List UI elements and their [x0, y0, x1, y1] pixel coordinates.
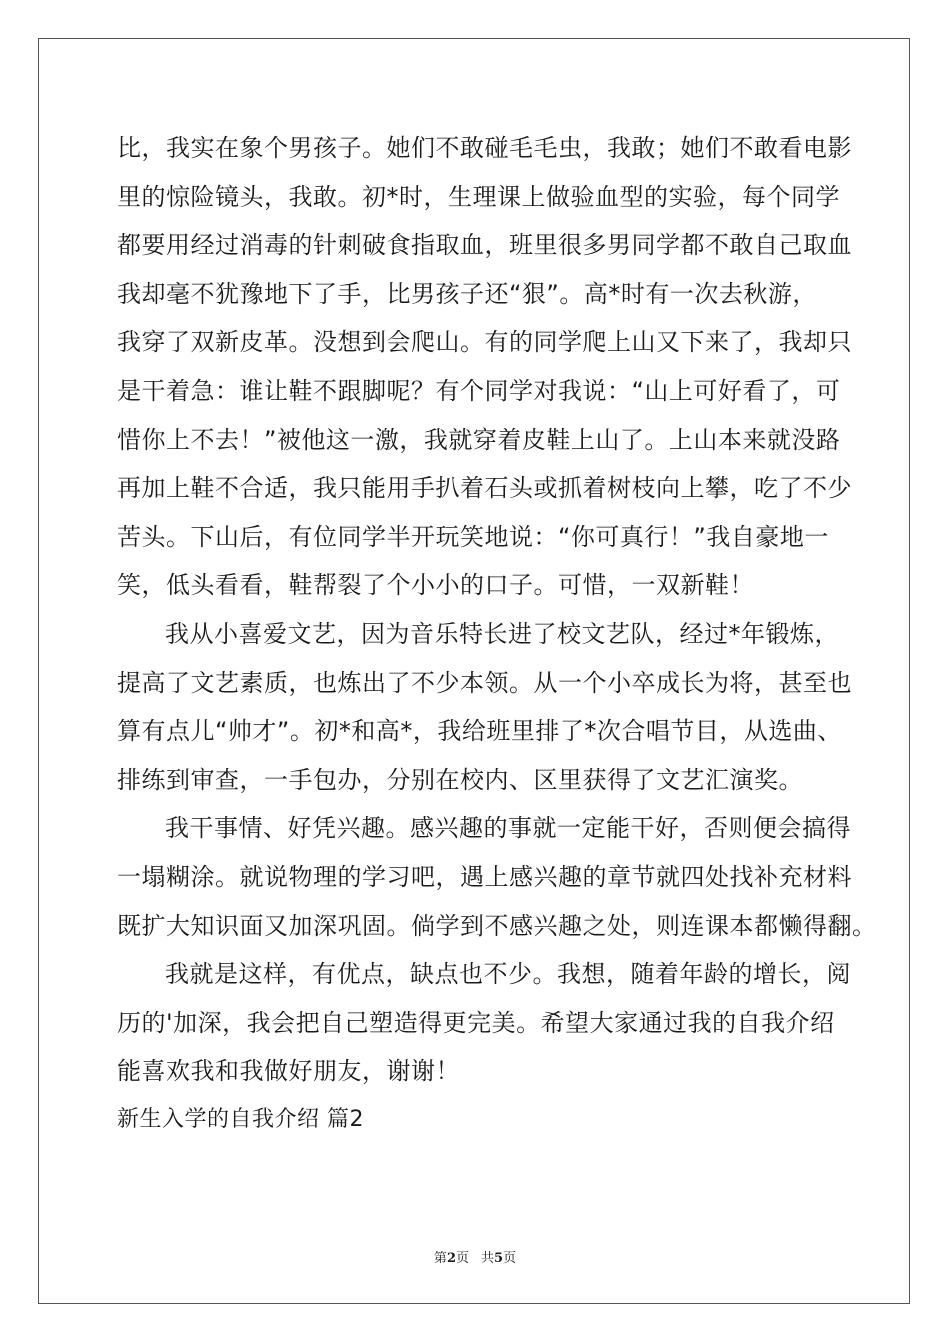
- text-line: 笑，低头看看，鞋帮裂了个小小的口子。可惜，一双新鞋！: [117, 571, 754, 600]
- text-line: 我穿了双新皮革。没想到会爬山。有的同学爬上山又下来了，我却只: [117, 328, 852, 357]
- page-current: 2: [446, 1251, 456, 1266]
- total-prefix: 共: [481, 1251, 495, 1266]
- section-heading: 新生入学的自我介绍 篇2: [117, 1106, 364, 1132]
- page-suffix: 页: [455, 1251, 469, 1266]
- text-line: 里的惊险镜头，我敢。初*时，生理课上做验血型的实验，每个同学: [117, 182, 840, 211]
- page-footer: [0, 1247, 950, 1266]
- text-line: 比，我实在象个男孩子。她们不敢碰毛毛虫，我敢；她们不敢看电影: [117, 134, 852, 162]
- paragraph-start-line: 我从小喜爱文艺，因为音乐特长进了校文艺队，经过*年锻炼，: [165, 619, 839, 648]
- text-line: 一塌糊涂。就说物理的学习吧，遇上感兴趣的章节就四处找补充材料: [117, 862, 852, 891]
- text-line: 苦头。下山后，有位同学半开玩笑地说：“你可真行！”我自豪地一: [117, 522, 829, 551]
- paragraph-start-line: 我就是这样，有优点，缺点也不少。我想，随着年龄的增长，阅: [165, 960, 851, 989]
- text-line: 排练到审查，一手包办，分别在校内、区里获得了文艺汇演奖。: [117, 765, 803, 794]
- document-body: [117, 124, 877, 1144]
- text-line: 是干着急：谁让鞋不跟脚呢？有个同学对我说：“山上可好看了，可: [117, 376, 841, 405]
- text-line: 都要用经过消毒的针刺破食指取血，班里很多男同学都不敢自己取血: [117, 231, 852, 260]
- paragraph-start-line: 我干事情、好凭兴趣。感兴趣的事就一定能干好，否则便会搞得: [165, 814, 851, 843]
- text-line: 既扩大知识面又加深巩固。倘学到不感兴趣之处，则连课本都懒得翻。: [117, 911, 877, 940]
- text-line: 我却毫不犹豫地下了手，比男孩子还“狠”。高*时有一次去秋游，: [117, 279, 817, 308]
- text-line: 再加上鞋不合适，我只能用手扒着石头或抓着树枝向上攀，吃了不少: [117, 474, 852, 503]
- text-line: 提高了文艺素质，也炼出了不少本领。从一个小卒成长为将，甚至也: [117, 668, 852, 697]
- total-suffix: 页: [503, 1251, 517, 1266]
- page-total: 5: [494, 1251, 504, 1266]
- text-line: 惜你上不去！”被他这一激，我就穿着皮鞋上山了。上山本来就没路: [117, 425, 841, 454]
- text-line: 能喜欢我和我做好朋友，谢谢！: [117, 1057, 460, 1086]
- text-line: 历的'加深，我会把自己塑造得更完美。希望大家通过我的自我介绍: [117, 1008, 835, 1037]
- text-line: 算有点儿“帅才”。初*和高*，我给班里排了*次合唱节目，从选曲、: [117, 717, 842, 746]
- page-prefix: 第: [433, 1251, 447, 1266]
